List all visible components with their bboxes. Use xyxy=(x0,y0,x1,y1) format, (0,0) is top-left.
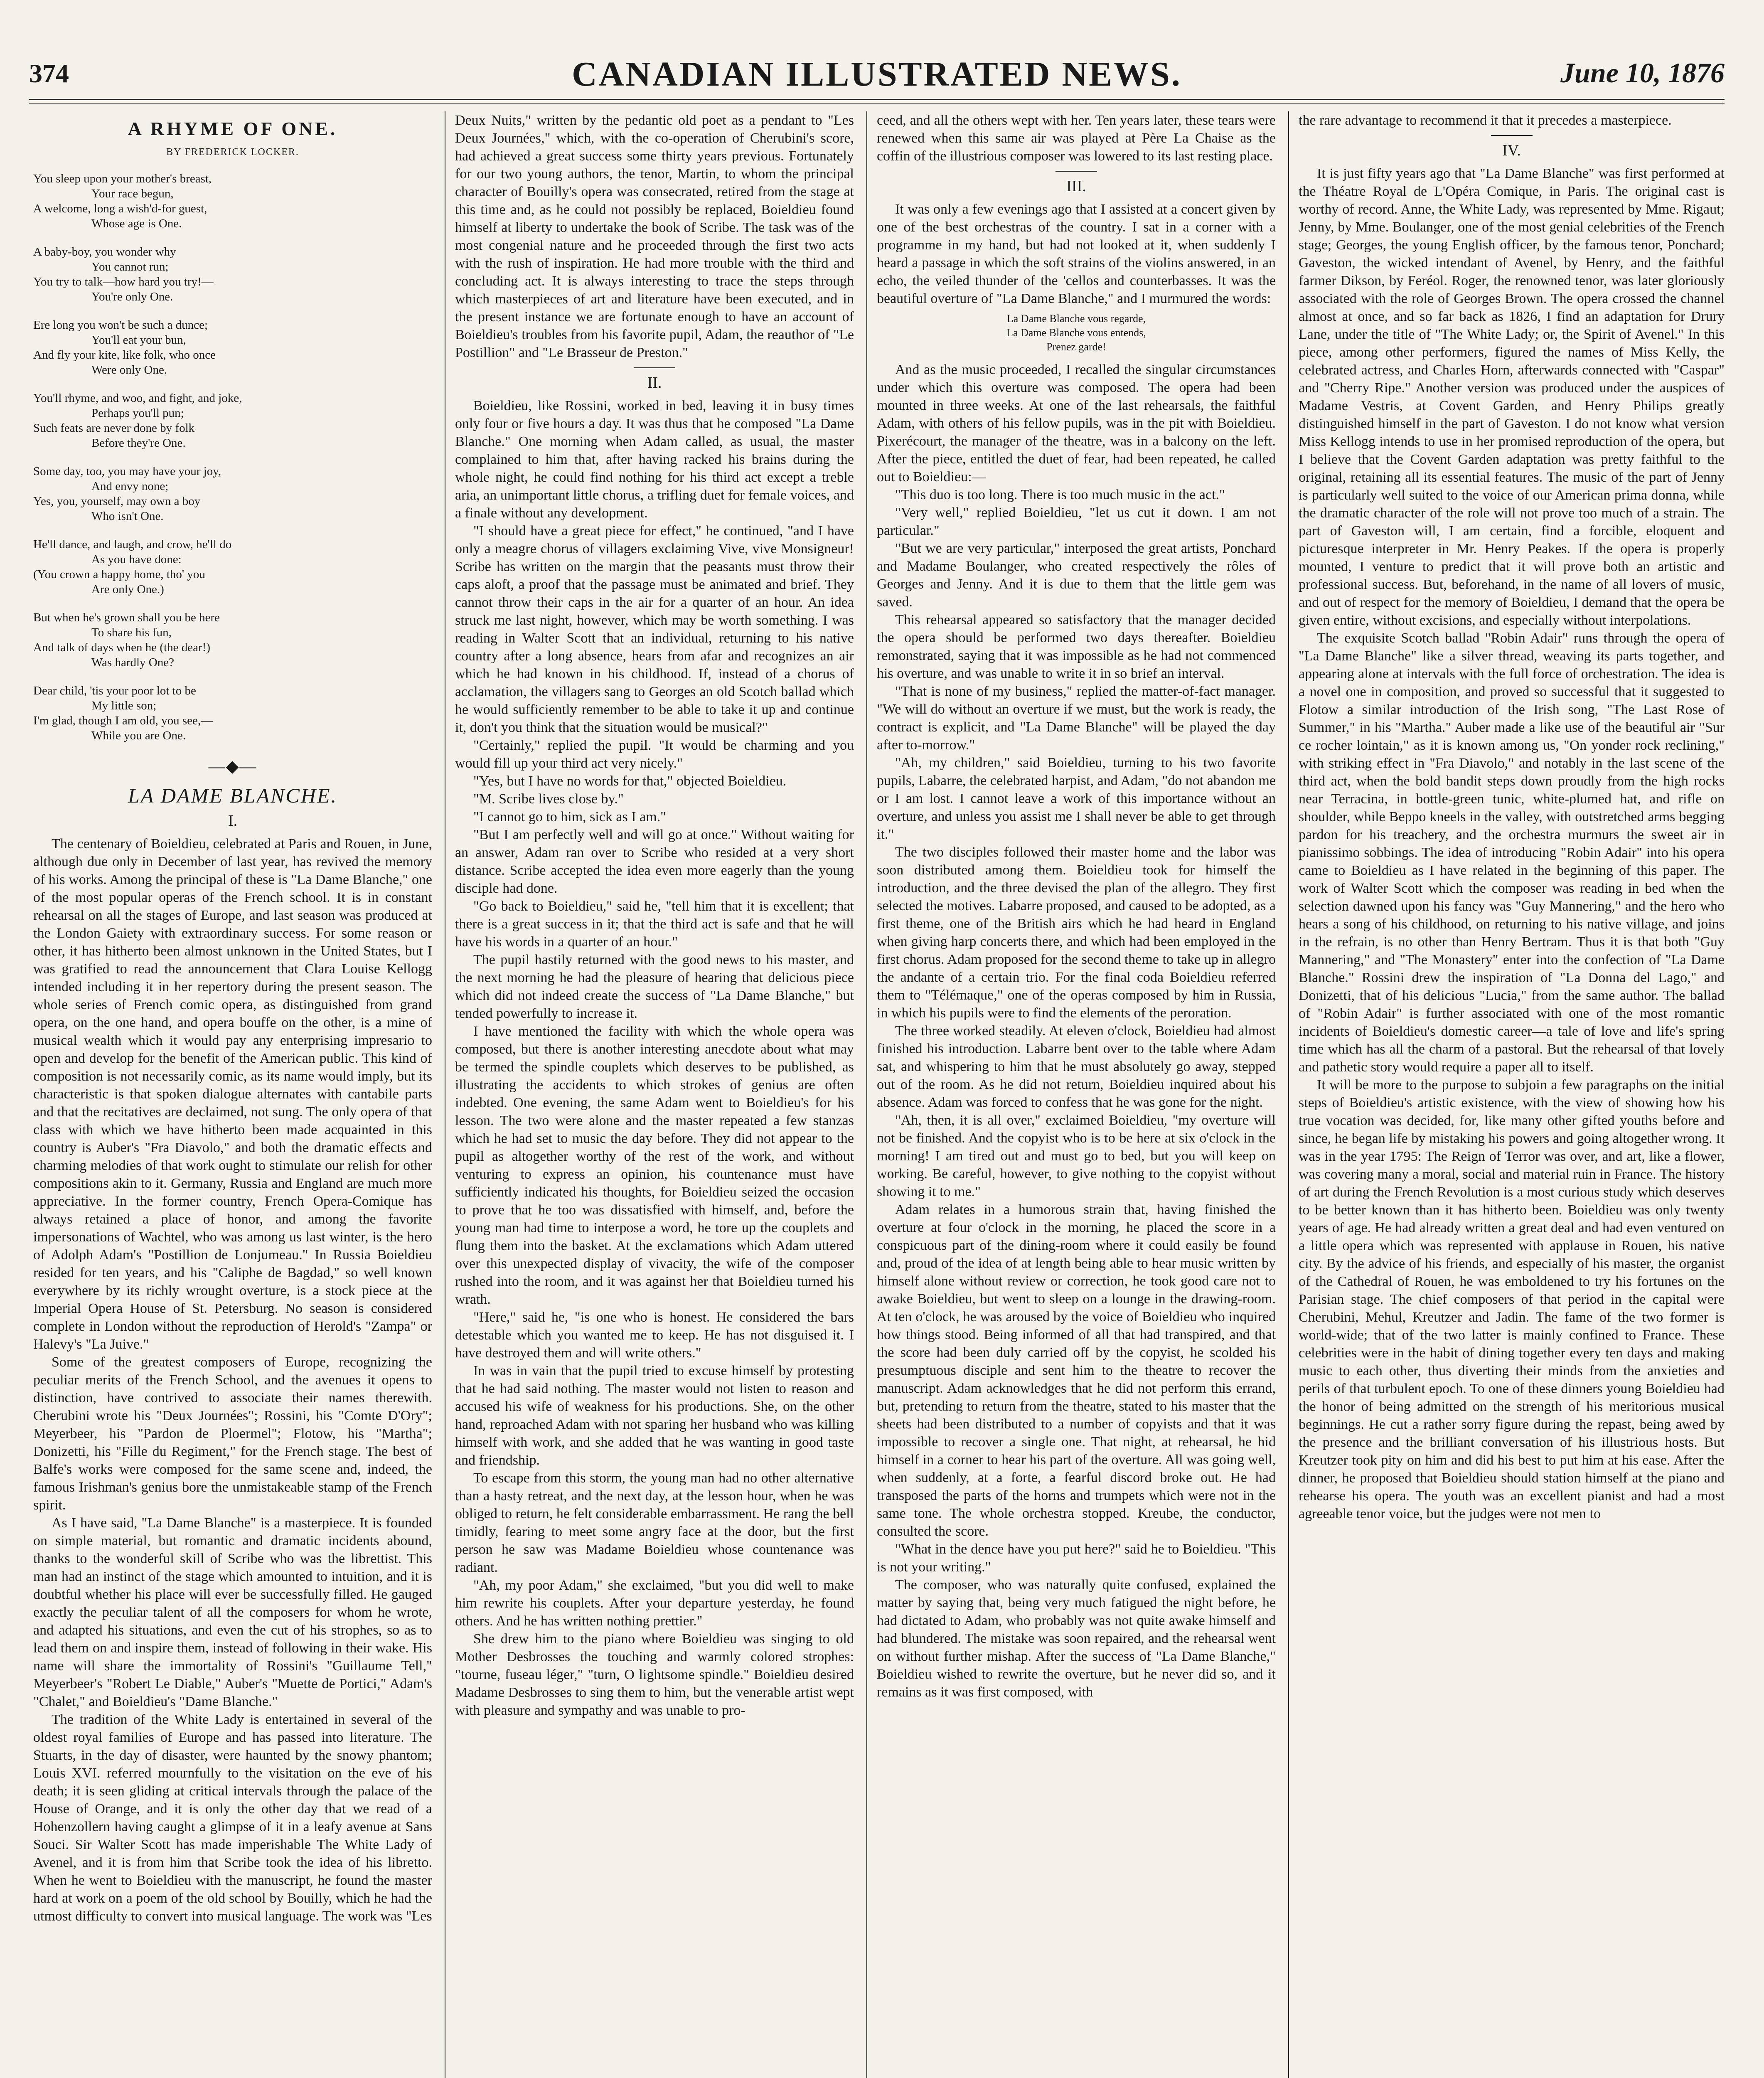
poem-stanza xyxy=(33,464,432,524)
poem-line: Before they're One. xyxy=(91,436,186,450)
poem-line: But when he's grown shall you be here xyxy=(33,611,220,624)
section-heading: II. xyxy=(647,374,662,391)
column-1 xyxy=(33,111,432,2078)
column-4 xyxy=(1299,111,1725,2078)
article-paragraph: "But we are very particular," interposed the great artists, Ponchard and Madame Boulanger, who created respectively the rôles of Georges and Jenny. And it is due to them that the little gem was saved. xyxy=(877,541,1276,610)
poem-stanza xyxy=(33,244,432,304)
column-3 xyxy=(877,111,1276,2078)
poem-author: BY FREDERICK LOCKER. xyxy=(166,147,299,158)
article-paragraph: In was in vain that the pupil tried to excuse himself by protesting that he had said nothing. The master would not listen to reason and accused his wife of weakness for his productions. She, on the other hand, reproached Adam with not sparing her husband who was killing himself with work, and she added that he was wanting in good taste and friendship. xyxy=(455,1363,854,1468)
article-paragraph: She drew him to the piano where Boieldieu was singing to old Mother Desbrosses the touching and warmly colored strophes: "tourne, fuseau léger," "turn, O lightsome spindle." Boieldieu desired Madame Desbrosses to sing them to him, but the venerable artist wept with pleasure and sympathy and was unable to pro- xyxy=(455,1631,854,1718)
article-paragraph: The exquisite Scotch ballad "Robin Adair" runs through the opera of "La Dame Blanche" like a silver thread, weaving its parts together, and appearing alone at intervals with the full force of orchestration. The idea is a novel one in composition, and proved so successful that it suggested to Flotow a similar introduction of the Irish song, "The Last Rose of Summer," in his "Martha." Auber made a like use of the beautiful air "Sur ce rocher lointain," as it is known among us, "On yonder rock reclining," with striking effect in "Fra Diavolo," and notably in the last scene of the third act, when the bold bandit steps down proudly from the high rocks near Terracina, in bottle-green tunic, white-plumed hat, and rifle on shoulder, while Beppo kneels in the valley, with outstretched arms begging pardon for his treachery, and the orchestra murmurs the sweet air in pianissimo sobbings. The idea of introducing "Robin Adair" into his opera came to Boieldieu as I have related in the beginning of this paper. The work of Walter Scott which the composer was reading in bed when the selection dawned upon his fancy was "Guy Mannering," and the hero who hears a song of his childhood, on returning to his native village, and joins in the refrain, is no other than Henry Bertram. Thus it is that both "Guy Mannering," and "The Monastery" enter into the confection of "La Dame Blanche." Rossini drew the inspiration of "La Donna del Lago," and Donizetti, that of his delicious "Lucia," from the same author. The ballad of "Robin Adair" is further associated with one of the most romantic incidents of Boieldieu's domestic career—a tale of love and life's spring time which has all the charm of a pastoral. But the rehearsal of that lovely and pathetic story would require a paper all to itself. xyxy=(1299,630,1725,1075)
article-paragraph: It was only a few evenings ago that I assisted at a concert given by one of the best orchestras of the country. I sat in a corner with a programme in my hand, but had not looked at it, when suddenly I heard a passage in which the soft strains of the violins answered, in an echo, the veiled thunder of the 'cellos and counterbasses. It was the beautiful overture of "La Dame Blanche," and I murmured the words: xyxy=(877,202,1276,306)
poem-stanza xyxy=(33,610,432,670)
masthead-rule xyxy=(29,99,1725,104)
poem-line: My little son; xyxy=(91,699,157,712)
poem-line: Dear child, 'tis your poor lot to be xyxy=(33,684,196,697)
poem-title: A RHYME OF ONE. xyxy=(128,118,338,139)
article-text xyxy=(455,397,854,1719)
article-text xyxy=(1299,111,1725,129)
poem-line: You're only One. xyxy=(91,290,173,303)
poem-line: (You crown a happy home, tho' you xyxy=(33,568,205,581)
article-paragraph: The pupil hastily returned with the good news to his master, and the next morning he had the pleasure of hearing that delicious piece which did not indeed create the success of "La Dame Blanche," but tended powerfully to increase it. xyxy=(455,952,854,1021)
article-paragraph: I have mentioned the facility with which the whole opera was composed, but there is another interesting anecdote about what may be termed the spindle couplets which deserves to be published, as illustrating the accidents to which strokes of genius are often indebted. One evening, the same Adam went to Boieldieu's for his lesson. The two were alone and the master repeated a few stanzas which he had set to music the day before. They did not appear to the pupil as altogether worthy of the rest of the work, and without venturing to express an opinion, his countenance must have sufficiently indicated his thoughts, for Boieldieu seized the occasion to prove that he too was dissatisfied with himself, and, before the young man had time to interpose a word, he tore up the couplets and flung them into the basket. At the exclamations which Adam uttered over this unexpected display of vivacity, the wife of the composer rushed into the room, and it was against her that Boieldieu turned his wrath. xyxy=(455,1024,854,1307)
poem-stanza xyxy=(33,318,432,377)
poem-line: You'll rhyme, and woo, and fight, and joke, xyxy=(33,391,242,405)
article-paragraph: Deux Nuits," written by the pedantic old poet as a pendant to "Les Deux Journées," which, with the co-operation of Cherubini's score, had achieved a great success some thirty years previous. Fortunately for our two young authors, the tenor, Martin, to whom the principal character of Bouilly's opera was consecrated, retired from the stage at this time and, as he could not possibly be replaced, Boieldieu found himself at liberty to undertake the book of Scribe. The task was of the most congenial nature and he proceeded through the first two acts with the rush of inspiration. He had more trouble with the third and concluding act. It is always interesting to trace the steps through which masterpieces of art and literature have been executed, and in the present instance we are fortunate enough to have an account of Boieldieu's troubles from his favorite pupil, Adam, the reauthor of "Le Postillion" and "Le Brasseur de Preston." xyxy=(455,113,854,360)
article-text xyxy=(1299,165,1725,1523)
poem-line: A welcome, long a wish'd-for guest, xyxy=(33,202,207,215)
poem-line: Your race begun, xyxy=(91,187,174,200)
poem-stanza xyxy=(33,537,432,597)
issue-date: June 10, 1876 xyxy=(1560,57,1725,89)
article-paragraph: The three worked steadily. At eleven o'clock, Boieldieu had almost finished his introduction. Labarre bent over to the table where Adam sat, and whispering to him that he must absolutely go away, stepped out of the room. As he did not return, Boieldieu inquired about his absence. Adam was forced to confess that he was gone for the night. xyxy=(877,1023,1276,1110)
section-rule xyxy=(1491,135,1533,136)
article-text xyxy=(877,361,1276,1701)
poem-line: Whose age is One. xyxy=(91,217,182,230)
article-paragraph: "This duo is too long. There is too much music in the act." xyxy=(895,487,1225,502)
section-heading: III. xyxy=(1066,177,1086,195)
poem-line: You try to talk—how hard you try!— xyxy=(33,275,214,288)
column-divider xyxy=(1288,111,1289,2078)
column-divider xyxy=(866,111,867,2078)
article-paragraph: "What in the dence have you put here?" said he to Boieldieu. "This is not your writing." xyxy=(877,1541,1276,1575)
poem-line: Perhaps you'll pun; xyxy=(91,406,184,420)
article-paragraph: The centenary of Boieldieu, celebrated at Paris and Rouen, in June, although due only in December of last year, has revived the memory of his works. Among the principal of these is "La Dame Blanche," one of the most popular operas of the French school. It is in constant rehearsal on all the stages of Europe, and last season was produced at the London Gaiety with extraordinary success. For some reason or other, it has hitherto been almost unknown in the United States, but I was gratified to read the announcement that Clara Louise Kellogg intended including it in her repertory during the present season. The whole series of French comic opera, as distinguished from grand opera, on the one hand, and opera bouffe on the other, is a mine of musical wealth which it would pay any enterprising impresario to open and develop for the benefit of the American public. This kind of composition is not necessarily comic, as its name would imply, but its characteristic is that spoken dialogue alternates with cantabile parts and that the recitatives are declaimed, not sung. The only opera of that class with which we have hitherto been made acquainted in this country is Auber's "Fra Diavolo," and both the dramatic effects and charming melodies of that work ought to stimulate our relish for other compositions akin to it. Germany, Russia and England are much more appreciative. In the former country, French Opera-Comique has always retained a place of honor, and among the favorite impersonations of Wachtel, who was among us last winter, is the hero of Adolph Adam's "Postillion de Lonjumeau." In Russia Boieldieu resided for ten years, and his "Caliphe de Bagdad," so well known everywhere by its richly wrought overture, is a stock piece at the Imperial Opera House of St. Petersburg. No season is considered complete in London without the reproduction of Herold's "Zampa" or Halevy's "La Juive." xyxy=(33,836,432,1352)
article-paragraph: It will be more to the purpose to subjoin a few paragraphs on the initial steps of Boieldieu's artistic existence, with the view of showing how his true vocation was decided, for, like many other gifted youths before and since, he began life by mistaking his powers and going altogether wrong. It was in the year 1795: The Reign of Terror was over, and art, like a flower, was covering many a moral, social and material ruin in France. The history of art during the French Revolution is a most curious study which deserves to be better known than it has hitherto been. Boieldieu was only twenty years of age. He had already written a great deal and had even ventured on a little opera which was represented with applause in Rouen, his native city. By the advice of his friends, and especially of his master, the organist of the Cathedral of Rouen, he was emboldened to try his fortunes on the Parisian stage. The chief composers of that period in the capital were Cherubini, Mehul, Kreutzer and Jadin. The fame of the two former is world-wide; that of the two latter is mainly confined to France. These celebrities were in the habit of dining together every ten days and making music to each other, thus diverting their minds from the anxieties and perils of that turbulent epoch. To one of these dinners young Boieldieu had the honor of being admitted on the strength of his meritorious musical beginnings. He cut a rather sorry figure during the repast, being awed by the presence and the brilliant conversation of his illustrious hosts. But Kreutzer took pity on him and did his best to put him at his ease. After the dinner, he proposed that Boieldieu should station himself at the piano and rehearse his opera. The youth was an excellent pianist and had a most agreeable tenor voice, but the judges were not men to xyxy=(1299,1077,1725,1522)
article-paragraph: "Ah, then, it is all over," exclaimed Boieldieu, "my overture will not be finished. And the copyist who is to be here at six o'clock in the morning! I am tired out and must go to bed, but you will keep on working. Be careful, however, to give nothing to the copyist without showing it to me." xyxy=(877,1113,1276,1199)
article-paragraph: The two disciples followed their master home and the labor was soon distributed among them. Boieldieu took for himself the introduction, and the three devised the plan of the allegro. They first selected the motives. Labarre proposed, and caused to be adopted, as a first theme, one of the British airs which he had heard in England when giving harp concerts there, and which had been employed in the first chorus. Adam proposed for the second theme to take up in allegro the andante of a certain trio. For the final coda Boieldieu referred them to "Télémaque," one of the operas composed by him in Russia, in which his pupils were to find the elements of the peroration. xyxy=(877,844,1276,1021)
article-paragraph: "I cannot go to him, sick as I am." xyxy=(473,809,666,825)
poem-line: And talk of days when he (the dear!) xyxy=(33,641,210,654)
article-paragraph: Boieldieu, like Rossini, worked in bed, leaving it in busy times only four or five hours a day. It was thus that he composed "La Dame Blanche." One morning when Adam called, as usual, the master complained to him that, after having racked his brains during the whole night, he could find nothing for his third act except a treble aria, an unimportant little chorus, a trifling duet for female voices, and a finale without any development. xyxy=(455,398,854,521)
quote-line: Prenez garde! xyxy=(1046,341,1106,353)
poem-line: And envy none; xyxy=(91,480,169,493)
poem-line: You cannot run; xyxy=(91,260,169,273)
poem-line: Who isn't One. xyxy=(91,510,164,523)
poem-line: I'm glad, though I am old, you see,— xyxy=(33,714,213,727)
article-paragraph: "Here," said he, "is one who is honest. He considered the bars detestable which you wanted me to keep. He has not disguised it. I have destroyed them and will write others." xyxy=(455,1310,854,1361)
poem-line: Some day, too, you may have your joy, xyxy=(33,465,221,478)
poem-line: Ere long you won't be such a dunce; xyxy=(33,318,208,332)
article-paragraph: "M. Scribe lives close by." xyxy=(473,791,624,807)
article-paragraph: "Very well," replied Boieldieu, "let us cut it down. I am not particular." xyxy=(877,505,1276,538)
section-rule xyxy=(634,367,675,368)
poem-stanza xyxy=(33,171,432,231)
article-paragraph: "Yes, but I have no words for that," objected Boieldieu. xyxy=(473,773,787,789)
section-ornament: —◆— xyxy=(208,757,257,776)
poem-line: You'll eat your bun, xyxy=(91,333,186,347)
article-paragraph: This rehearsal appeared so satisfactory that the manager decided the opera should be performed two days thereafter. Boieldieu remonstrated, saying that it was impossible as he had not commenced his overture, and was unable to write it in so brief an interval. xyxy=(877,612,1276,681)
poem-line: Are only One.) xyxy=(91,583,164,596)
quoted-lyric xyxy=(877,312,1276,354)
article-paragraph: "Certainly," replied the pupil. "It would be charming and you would fill up your third act very nicely." xyxy=(455,738,854,771)
poem-line: A baby-boy, you wonder why xyxy=(33,245,176,259)
article-text xyxy=(33,835,432,1925)
column-2 xyxy=(455,111,854,2078)
poem-line: Was hardly One? xyxy=(91,656,174,669)
article-paragraph: "That is none of my business," replied the matter-of-fact manager. "We will do without an overture if we must, but the work is ready, the contract is explicit, and "La Dame Blanche" will be played the day after to-morrow." xyxy=(877,684,1276,753)
article-text xyxy=(455,111,854,362)
article-paragraph: "Ah, my children," said Boieldieu, turning to his two favorite pupils, Labarre, the celebrated harpist, and Adam, "do not abandon me or I am lost. I cannot leave a work of this importance without an overture, and unless you assist me I shall never be able to get through it." xyxy=(877,755,1276,842)
poem-line: You sleep upon your mother's breast, xyxy=(33,172,212,185)
article-paragraph: "But I am perfectly well and will go at once." Without waiting for an answer, Adam ran over to Scribe who resided at a very short distance. Scribe accepted the idea even more eagerly than the young disciple had done. xyxy=(455,827,854,896)
poem-line: And fly your kite, like folk, who once xyxy=(33,348,216,362)
article-paragraph: To escape from this storm, the young man had no other alternative than a hasty retreat, and the next day, at the lesson hour, when he was obliged to return, he felt considerable embarrassment. He rang the bell timidly, fearing to meet some angry face at the door, but the first person he saw was Madame Boieldieu whose countenance was radiant. xyxy=(455,1470,854,1575)
article-paragraph: "Go back to Boieldieu," said he, "tell him that it is excellent; that there is a great success in it; that the third act is safe and that he will have his words in a quarter of an hour." xyxy=(455,899,854,950)
article-paragraph: The tradition of the White Lady is entertained in several of the oldest royal families of Europe and has passed into literature. The Stuarts, in the day of disaster, were haunted by the snowy phantom; Louis XVI. referred mournfully to the visitation on the eve of his death; it is seen gliding at critical intervals through the palace of the House of Orange, and it is only the other day that we read of a Hohenzollern having caught a glimpse of it in a leafy avenue at Sans Souci. Sir Walter Scott has made imperishable The White Lady of Avenel, and it is from him that Scribe took the idea of his libretto. When he went to Boieldieu with the manuscript, he found the master hard at work on a poem of the old school by Bouilly, which he had the utmost difficulty to convert into musical language. The work was "Les xyxy=(33,1712,432,1924)
article-paragraph: "Ah, my poor Adam," she exclaimed, "but you did well to make him rewrite his couplets. After your departure yesterday, he found others. And he has written nothing prettier." xyxy=(455,1578,854,1629)
quote-line: La Dame Blanche vous entends, xyxy=(1006,327,1146,339)
quote-line: La Dame Blanche vous regarde, xyxy=(1006,313,1146,325)
poem-line: As you have done: xyxy=(91,553,182,566)
article-paragraph: And as the music proceeded, I recalled the singular circumstances under which this overture was composed. The opera had been mounted in three weeks. At one of the last rehearsals, the faithful Adam, with others of his fellow pupils, was in the pit with Boieldieu. Pixerécourt, the manager of the theatre, was in a balcony on the left. After the piece, entitled the duet of fear, had been repeated, he called out to Boieldieu:— xyxy=(877,362,1276,485)
poem-line: To share his fun, xyxy=(91,626,172,639)
article-paragraph: The composer, who was naturally quite confused, explained the matter by saying that, being very much fatigued the night before, he had dictated to Adam, who probably was not quite awake himself and had blundered. The mistake was soon repaired, and the rehearsal went on without further mishap. After the success of "La Dame Blanche," Boieldieu wished to rewrite the overture, but he never did so, and it remains as it was first composed, with xyxy=(877,1577,1276,1700)
section-heading: I. xyxy=(228,812,238,830)
page-number: 374 xyxy=(29,59,69,88)
poem-line: Were only One. xyxy=(91,363,167,377)
poem-line: He'll dance, and laugh, and crow, he'll do xyxy=(33,538,232,551)
poem-line: While you are One. xyxy=(91,729,186,742)
poem-line: Yes, you, yourself, may own a boy xyxy=(33,495,201,508)
poem-line: Such feats are never done by folk xyxy=(33,421,195,435)
article-paragraph: "I should have a great piece for effect," he continued, "and I have only a meagre chorus of villagers exclaiming Vive, vive Monsigneur! Scribe has written on the margin that the peasants must throw their caps aloft, a proof that the passage must be animated and brief. They cannot throw their caps in the air for a quarter of an hour. An idea struck me last night, however, which may be worth something. I was reading in Walter Scott that an individual, returning to his native country after a long absence, hears from afar and recognizes an air which he had known in his childhood. If, instead of a chorus of acclamation, the villagers sang to Georges an old Scotch ballad which he would sufficiently remember to be able to take it up and continue it, don't you think that the situation would be musical?" xyxy=(455,523,854,735)
article-paragraph: ceed, and all the others wept with her. Ten years later, these tears were renewed when this same air was played at Père La Chaise as the coffin of the illustrious composer was lowered to its last resting place. xyxy=(877,113,1276,164)
section-heading: IV. xyxy=(1502,142,1521,159)
article-paragraph: As I have said, "La Dame Blanche" is a masterpiece. It is founded on simple material, but romantic and dramatic incidents abound, thanks to the wonderful skill of Scribe who was the librettist. This man had an instinct of the stage which amounted to intuition, and it is doubtful whether his place will ever be successfully filled. He gauged exactly the peculiar talent of all the composers for whom he wrote, and adapted his situations, and even the cut of his strophes, so as to lead them on and inspire them, instead of following in their wake. His name will share the immortality of Rossini's "Guillaume Tell," Meyerbeer's "Robert Le Diable," Auber's "Muette de Portici," Adam's "Chalet," and Boieldieu's "Dame Blanche." xyxy=(33,1515,432,1709)
article-paragraph: Some of the greatest composers of Europe, recognizing the peculiar merits of the French School, and the avenues it opens to distinction, have contrived to associate their names therewith. Cherubini wrote his "Deux Journées"; Rossini, his "Comte D'Ory"; Meyerbeer, his "Pardon de Ploermel"; Flotow, his "Martha"; Donizetti, his "Fille du Regiment," for the French stage. The best of Balfe's works were composed for the same scene and, indeed, the famous Irishman's genius bore the unmistakeable stamp of the French spirit. xyxy=(33,1354,432,1513)
paper-title: CANADIAN ILLUSTRATED NEWS. xyxy=(572,55,1182,94)
masthead xyxy=(29,42,1725,94)
article-paragraph: Adam relates in a humorous strain that, having finished the overture at four o'clock in the morning, he placed the score in a conspicuous part of the dining-room where it could easily be found and, proud of the idea of at length being able to hear music written by himself alone without review or correction, he took good care not to awake Boieldieu, but went to sleep on a lounge in the drawing-room. At ten o'clock, he was aroused by the voice of Boieldieu who inquired how things stood. Being informed of all that had transpired, and that the score had been duly carried off by the copyist, he scolded his presumptuous disciple and sent him to the theatre to recover the manuscript. Adam acknowledges that he did not perform this errand, but, pretending to return from the theatre, stated to his master that the sheets had been distributed to a number of copyists and that it was impossible to recover a single one. That night, at rehearsal, he hid himself in a corner to hear his part of the overture. All was going well, when suddenly, at a forte, a fearful discord broke out. He had transposed the parts of the horns and trumpets which were not in the same tone. The whole orchestra stopped. Kreube, the conductor, consulted the score. xyxy=(877,1202,1276,1539)
article-text xyxy=(877,111,1276,165)
article-title: LA DAME BLANCHE. xyxy=(128,784,338,807)
article-paragraph: It is just fifty years ago that "La Dame Blanche" was first performed at the Théatre Royal de L'Opéra Comique, in Paris. The original cast is worthy of record. Anne, the White Lady, was represented by Mme. Rigaut; Jenny, by Mme. Boulanger, one of the most genial celebrities of the French stage; Georges, the young English officer, by the famous tenor, Ponchard; Gaveston, the wicked intendant of Avenel, by Henry, and the faithful farmer Dikson, by Feréol. Roger, the renowned tenor, was later gloriously associated with the role of Georges Brown. The opera crossed the channel almost at once, and so far back as 1826, I find an adaptation for Drury Lane, under the title of "The White Lady; or, the Spirit of Avenel." In this piece, among other performers, figured the names of Miss Kelly, the celebrated actress, and Charles Horn, afterwards connected with "Caspar" and "Cherry Ripe." Another version was produced under the auspices of Madame Vestris, at Covent Garden, and Henry Philips greatly distinguished himself in the part of Gaveston. I do not know what version Miss Kellogg intends to use in her promised reproduction of the opera, but I believe that the Covent Garden adaptation was pretty faithful to the original, retaining all its essential features. The music of the part of Jenny is particularly well suited to the voice of our American prima donna, while the dramatic character of the role will not prove too much of a strain. The part of Gaveston will, I am certain, find a forcible, eloquent and picturesque interpreter in Mr. Henry Peakes. If the opera is properly mounted, I venture to predict that it will prove both an artistic and professional success. But, beforehand, in the name of all lovers of music, and out of respect for the memory of Boieldieu, I demand that the opera be given entire, without excisions, and especially without interpolations. xyxy=(1299,166,1725,628)
article-text xyxy=(877,200,1276,308)
section-rule xyxy=(1055,171,1097,172)
poem-stanza xyxy=(33,683,432,743)
poem-body xyxy=(33,171,432,743)
article-paragraph: the rare advantage to recommend it that it precedes a masterpiece. xyxy=(1299,113,1672,128)
poem-stanza xyxy=(33,391,432,451)
